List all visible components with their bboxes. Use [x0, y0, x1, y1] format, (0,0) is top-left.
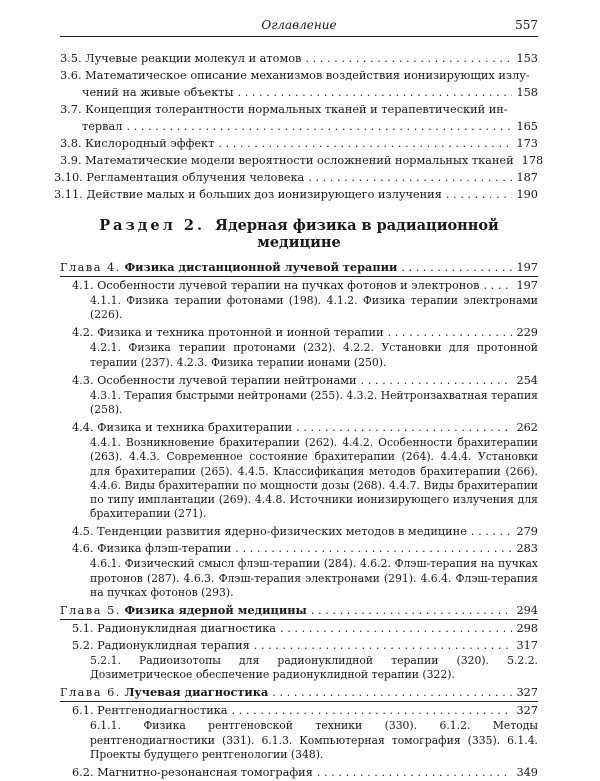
entry-page: 262 — [516, 421, 538, 435]
subsections-4-3: 4.3.1. Терапия быстрыми нейтронами (255). 4.3.2. Нейтронзахватная терапия (258). — [90, 388, 538, 417]
entry-title: 4.4. Физика и техника брахитерапии — [72, 421, 293, 435]
entry-title: Математические модели вероятности осложнений нормальных тканей — [85, 154, 514, 167]
running-header-title: Оглавление — [261, 18, 337, 32]
toc-entry-4-3[interactable] — [60, 372, 538, 389]
entry-page: 153 — [516, 52, 538, 65]
entry-title: 6.2. Магнитно-резонансная томография — [72, 766, 313, 780]
toc-entry-4-2[interactable] — [60, 324, 538, 341]
entry-title-line1: Концепция толерантности нормальных тканей и терапевтический ин- — [85, 103, 508, 116]
entry-title-line1: Математическое описание механизмов воздействия ионизирующих излу- — [85, 69, 530, 82]
chapter-5-entry[interactable] — [60, 602, 538, 620]
entry-title: 4.2. Физика и техника протонной и ионной терапии — [72, 326, 384, 340]
entry-number: 3.7. — [60, 103, 82, 116]
entry-title: 6.1. Рентгенодиагностика — [72, 704, 228, 718]
toc-entry-3-8[interactable] — [60, 135, 538, 152]
entry-page: 197 — [516, 279, 538, 292]
entry-title: 4.1. Особенности лучевой терапии на пучках фотонов и электронов — [72, 279, 480, 292]
toc-entry-3-11[interactable] — [54, 186, 538, 203]
entry-page: 254 — [516, 373, 538, 387]
entry-page: 187 — [516, 171, 538, 184]
entry-page: 158 — [516, 86, 538, 99]
entry-number: 3.11. — [54, 188, 83, 201]
entry-page: 279 — [516, 525, 538, 539]
entry-page: 298 — [516, 622, 538, 636]
entry-number: 3.6. — [60, 69, 82, 82]
entry-title: 4.3. Особенности лучевой терапии нейтронами — [72, 373, 357, 387]
entry-page: 165 — [516, 120, 538, 133]
entry-page: 178 — [521, 154, 544, 167]
subsections-6-1: 6.1.1. Физика рентгеновской техники (330). 6.1.2. Методы рентгенодиагностики (331). 6.1.3. Компьютерная томография (335). 6.1.4. Проекты будущего рентгенологии (348). — [90, 719, 538, 761]
subsections-4-6: 4.6.1. Физический смысл флэш-терапии (284). 4.6.2. Флэш-терапия на пучках протонов (287). 4.6.3. Флэш-терапия электронами (291). 4.6.4. Флэш-терапия на пучках фотонов (293). — [90, 557, 538, 599]
entry-page: 173 — [516, 137, 538, 150]
entry-page: 327 — [516, 704, 538, 718]
entry-title-line2: тервал — [82, 120, 123, 133]
toc-entry-4-4[interactable] — [60, 419, 538, 436]
toc-entry-3-9[interactable] — [60, 152, 544, 169]
toc-entry-4-6[interactable] — [60, 540, 538, 557]
chapter-6-entry[interactable] — [60, 684, 538, 702]
entry-title: Кислородный эффект — [85, 137, 215, 150]
entry-page: 349 — [516, 766, 538, 780]
chapter-title: Физика дистанционной лучевой терапии — [124, 260, 398, 274]
entry-title: Лучевые реакции молекул и атомов — [85, 52, 302, 65]
subsections-4-2: 4.2.1. Физика терапии протонами (232). 4.2.2. Установки для протонной терапии (237). 4.2.3. Физика терапии ионами (250). — [90, 341, 538, 369]
toc-entry-4-1[interactable] — [60, 277, 538, 294]
chapter-label: Глава 6. — [60, 686, 121, 700]
toc-entry-3-6[interactable] — [60, 67, 538, 101]
entry-number: 3.10. — [54, 171, 83, 184]
toc-entry-5-1[interactable] — [60, 620, 538, 637]
entry-page: 229 — [516, 326, 538, 340]
toc-entry-6-1[interactable] — [60, 702, 538, 719]
entry-number: 3.9. — [60, 154, 82, 167]
subsections-5-2: 5.2.1. Радиоизотопы для радионуклидной терапии (320). 5.2.2. Дозиметрическое обеспечение радионуклидной терапии (322). — [90, 654, 538, 682]
chapter-label: Глава 4. — [60, 261, 121, 274]
entry-number: 3.8. — [60, 137, 82, 150]
entry-title: 5.2. Радионуклидная терапия — [72, 639, 250, 653]
table-of-contents — [54, 50, 544, 781]
toc-entry-3-5[interactable] — [60, 50, 538, 67]
part-heading — [60, 217, 538, 251]
toc-entry-3-10[interactable] — [54, 169, 538, 186]
entry-page: 317 — [516, 639, 538, 653]
toc-entry-4-5[interactable] — [60, 523, 538, 540]
entry-title: Действие малых и больших доз ионизирующего излучения — [86, 188, 442, 201]
entry-title: 4.5. Тенденции развития ядерно-физических методов в медицине — [72, 525, 467, 539]
toc-entry-6-2[interactable] — [60, 764, 538, 781]
chapter-4-entry[interactable] — [60, 259, 538, 277]
page-number: 557 — [515, 18, 538, 32]
entry-title-line2: чений на живые объекты — [82, 86, 234, 99]
entry-page: 190 — [516, 188, 538, 201]
entry-number: 3.5. — [60, 52, 82, 65]
toc-entry-5-2[interactable] — [60, 637, 538, 654]
running-header — [60, 16, 538, 37]
entry-page: 283 — [516, 542, 538, 556]
chapter-page: 327 — [516, 686, 538, 700]
toc-entry-3-7[interactable] — [60, 101, 538, 135]
subsections-4-1: 4.1.1. Физика терапии фотонами (198). 4.1.2. Физика терапии электронами (226). — [90, 294, 538, 322]
chapter-page: 197 — [516, 261, 538, 274]
entry-title: 5.1. Радионуклидная диагностика — [72, 622, 277, 636]
part-label: Раздел 2. — [99, 217, 206, 234]
chapter-page: 294 — [516, 604, 538, 618]
chapter-label: Глава 5. — [60, 604, 121, 618]
chapter-title: Лучевая диагностика — [124, 685, 269, 700]
entry-title: 4.6. Физика флэш-терапии — [72, 542, 232, 556]
chapter-title: Физика ядерной медицины — [124, 603, 307, 618]
subsections-4-4: 4.4.1. Возникновение брахитерапии (262). 4.4.2. Особенности брахитерапии (263). 4.4.3. Современное состояние брахитерапии (264). 4.4.4. Установки для брахитерапии (265). 4.4.5. Классификация методов брахитерапии (266). 4.4.6. Виды брахитерапии по мощности дозы (268). 4.4.7. Виды брахитерапии по типу имплантации (269). 4.4.8. Источники ионизирующего излучения для брахитерапии (271). — [90, 436, 538, 521]
part-title: Ядерная физика в радиационной медицине — [215, 217, 499, 251]
entry-title: Регламентация облучения человека — [86, 171, 305, 184]
